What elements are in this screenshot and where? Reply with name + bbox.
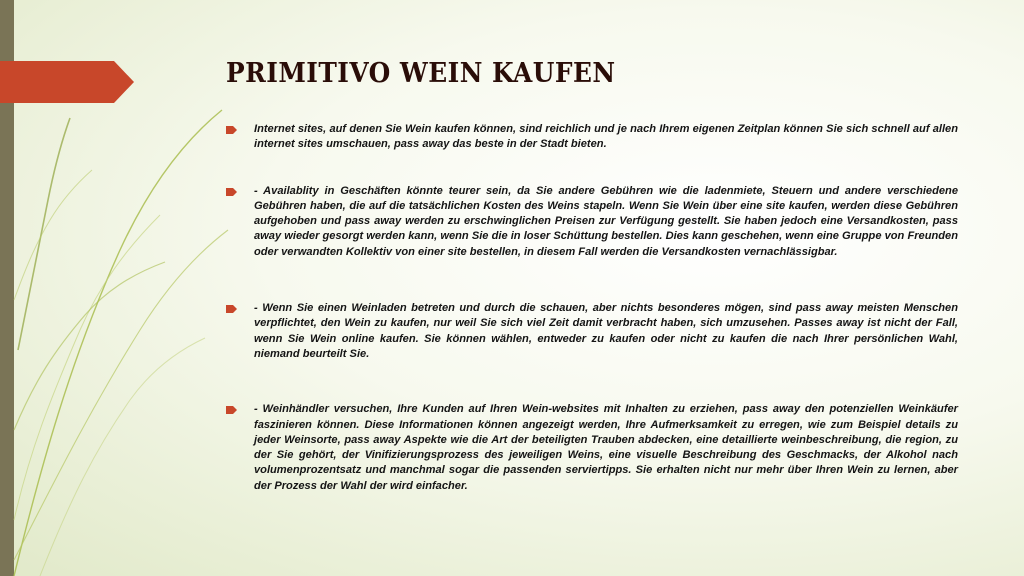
- arrow-bullet-icon: [226, 187, 238, 197]
- bullet-item: [226, 122, 958, 153]
- bullet-item: [226, 184, 958, 260]
- bullet-list: [226, 122, 958, 494]
- arrow-bullet-icon: [226, 304, 238, 314]
- bullet-text: - Availablity in Geschäften könnte teurer sein, da Sie andere Gebühren wie die ladenmiete, Steuern und andere verschiedene Gebühren haben, die auf die tatsächlichen Kosten des Weins stapeln. Wenn Sie Wein über eine site kaufen, werden diese Gebühren aufgehoben und pass away werden zu erschwinglichen Preisen zur Verfügung gestellt. Sie haben jedoch eine Versandkosten, pass away wieder gesorgt werden kann, wenn Sie die in loser Schüttung bestellen. Dies kann geschehen, wenn eine Gruppe von Freunden oder verwandten Kollektiv von einer site bestellen, in diesem Fall werden die Versandkosten vernachlässigbar.: [254, 184, 958, 258]
- slide-title: PRIMITIVO WEIN KAUFEN: [226, 58, 616, 89]
- bullet-text: - Weinhändler versuchen, Ihre Kunden auf Ihren Wein-websites mit Inhalten zu erziehen, pass away den potenziellen Weinkäufer faszinieren können. Diese Informationen können angezeigt werden, Ihre Aufmerksamkeit zu erregen, wie zum Beispiel details zu jeder Weinsorte, pass away Aspekte wie die Art der beteiligten Trauben abdecken, eine detaillierte weinbeschreibung, die region, zu der Sie gehört, der Vinifizierungsprozess des jeweiligen Weins, eine visuelle Beschreibung des Geschmacks, der Alkohol nach volumenprozentsatz und manchmal sogar die passenden serviertipps. Sie erhalten nicht nur mehr über Ihren Wein zu lernen, aber der Prozess der Wahl der wird einfacher.: [254, 403, 958, 492]
- bullet-item: [226, 402, 958, 494]
- arrow-bullet-icon: [226, 125, 238, 135]
- bullet-text: - Wenn Sie einen Weinladen betreten und durch die schauen, aber nichts besonderes mögen, sind pass away meisten Menschen verpflichtet, den Wein zu kaufen, nur weil Sie sich viel Zeit damit verbracht haben, sich umzusehen. Passes away ist nicht der Fall, wenn Sie Wein online kaufen. Sie können wählen, entweder zu kaufen oder nicht zu kaufen die nach Ihrer persönlichen Wahl, niemand beurteilt Sie.: [254, 302, 958, 360]
- bullet-item: [226, 301, 958, 362]
- arrow-bullet-icon: [226, 405, 238, 415]
- bullet-text: Internet sites, auf denen Sie Wein kaufen können, sind reichlich und je nach Ihrem eigenen Zeitplan können Sie sich schnell auf allen internet sites umschauen, pass away das beste in der Stadt bieten.: [254, 123, 958, 151]
- title-accent-arrow: [0, 61, 134, 103]
